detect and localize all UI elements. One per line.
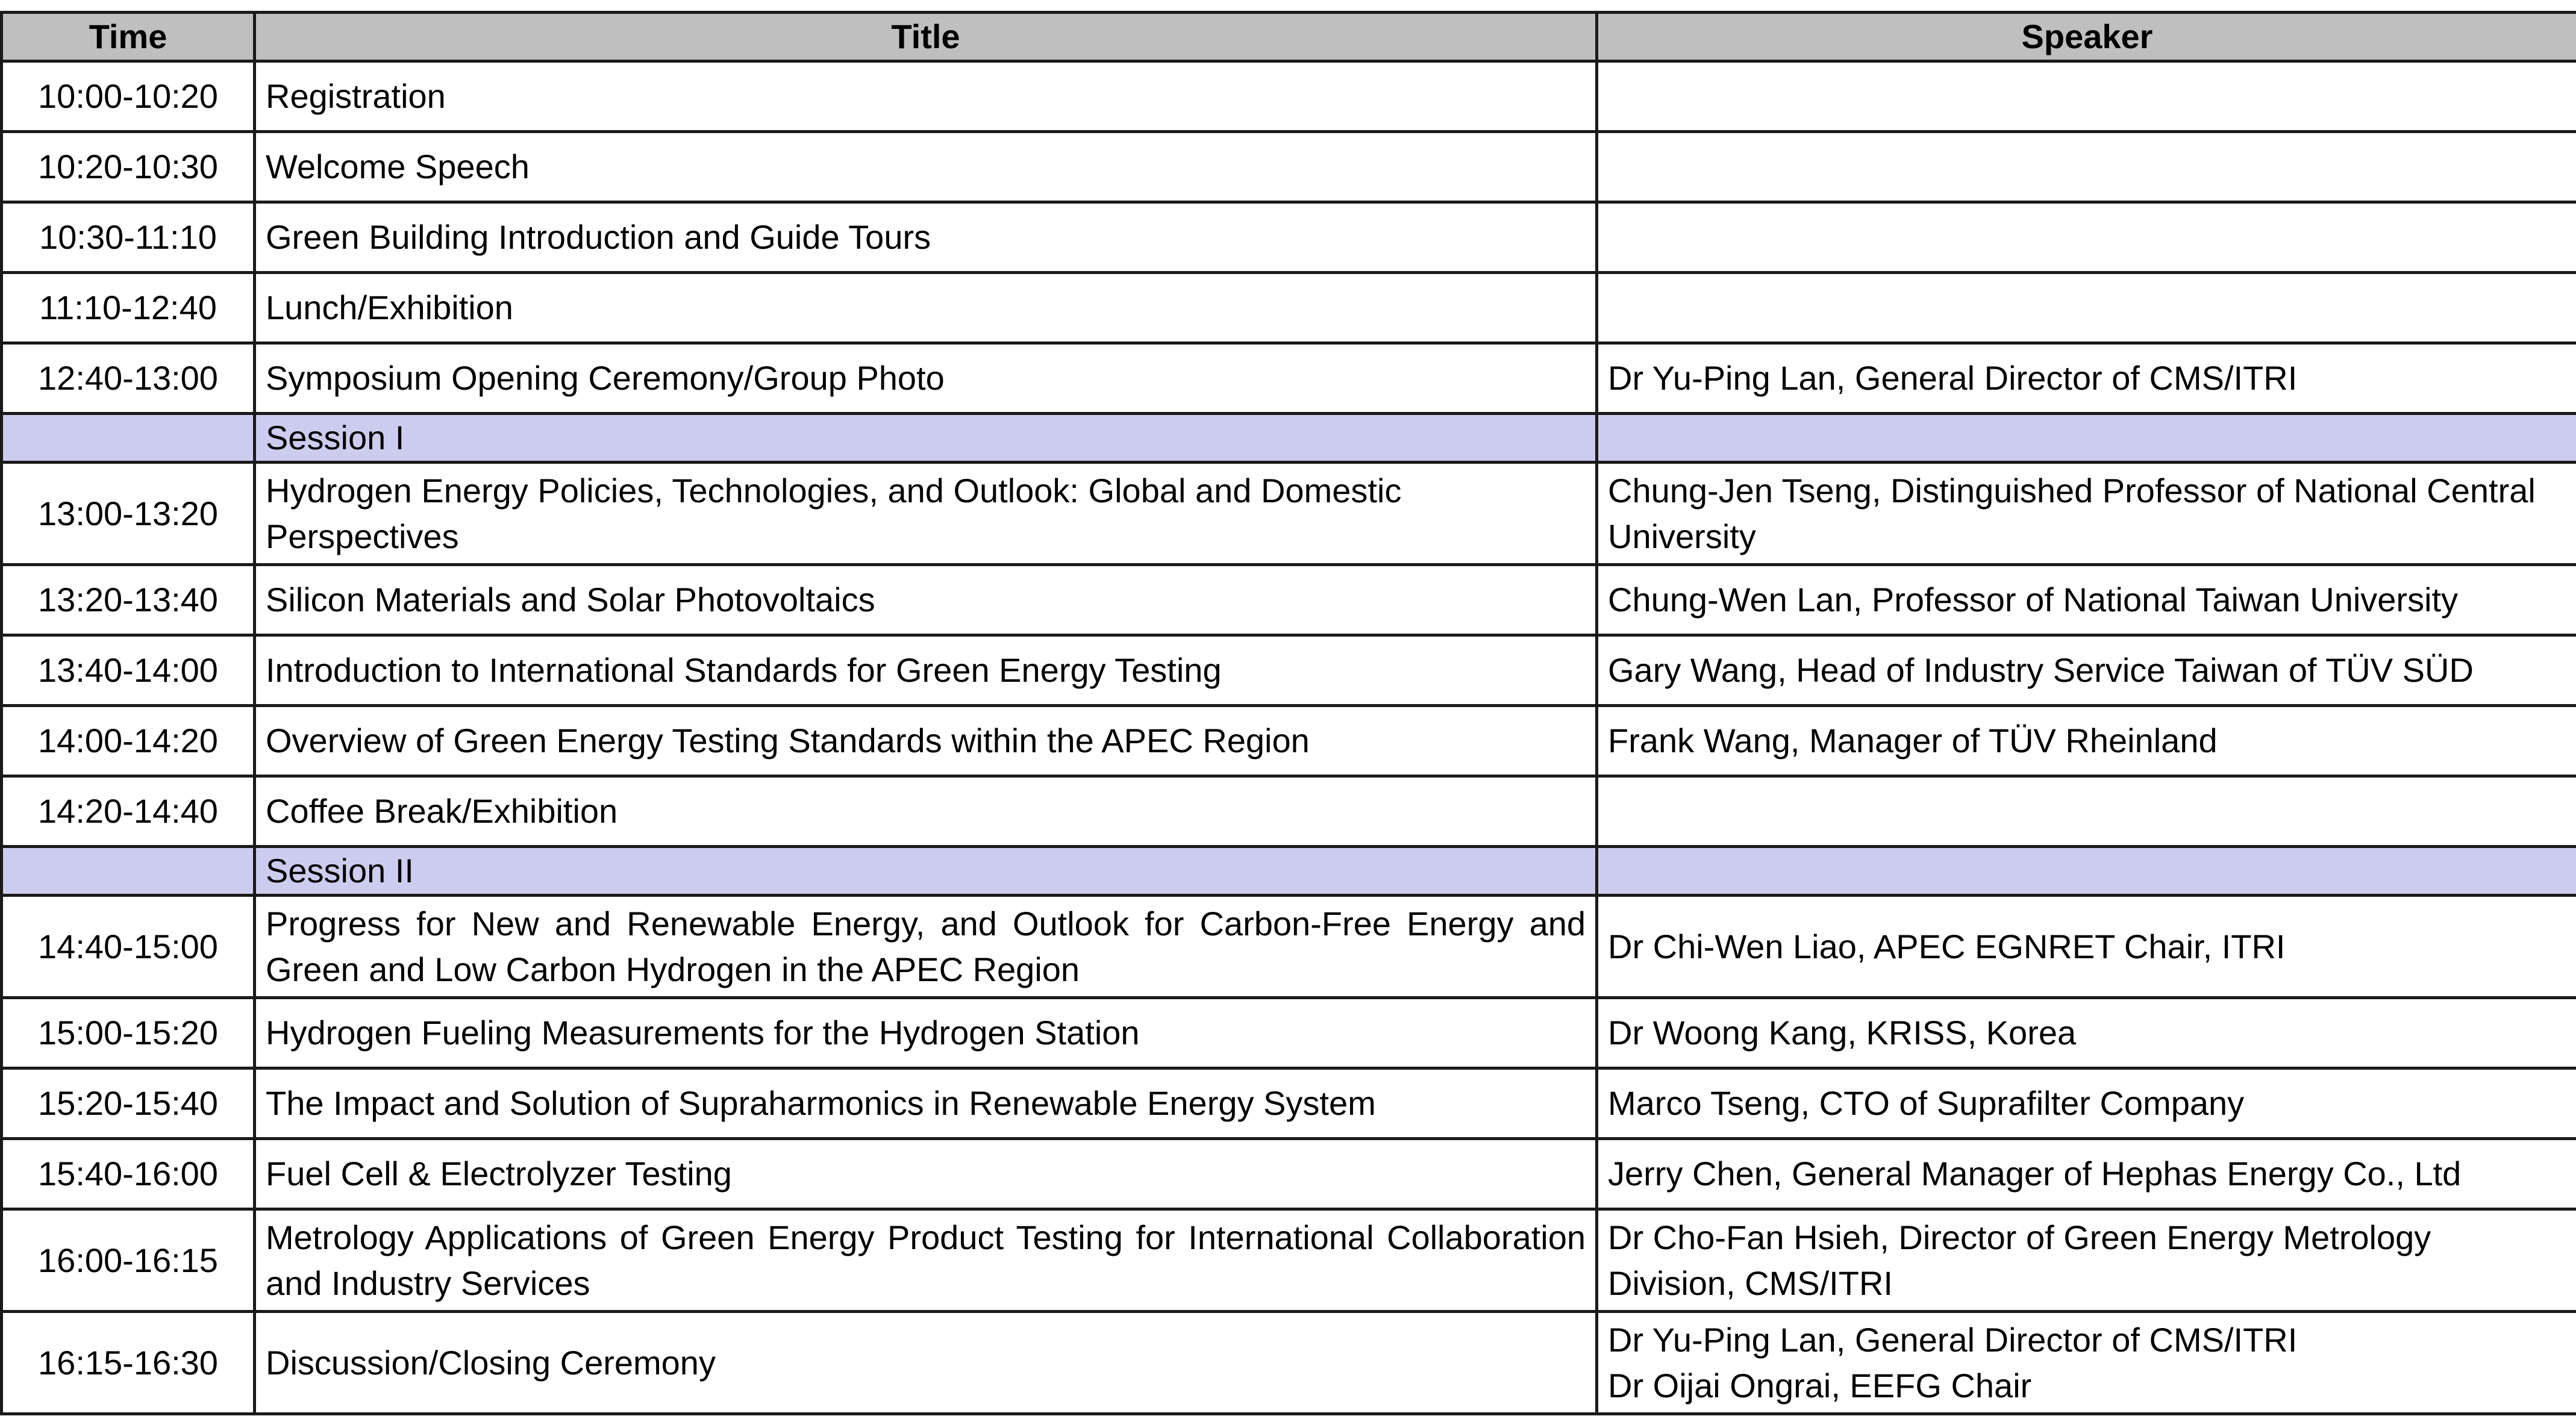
time-cell: 15:00-15:20	[2, 998, 255, 1068]
table-row	[2, 343, 2576, 414]
table-row	[2, 1209, 2576, 1312]
speaker-cell	[1597, 202, 2576, 273]
speaker-cell	[1597, 273, 2576, 343]
time-cell: 14:40-15:00	[2, 896, 255, 998]
table-row	[2, 998, 2576, 1068]
session-row	[2, 414, 2576, 463]
header-row	[2, 13, 2576, 61]
session-speaker-cell	[1597, 847, 2576, 896]
time-cell: 10:30-11:10	[2, 202, 255, 273]
session-label: Session II	[255, 847, 1597, 896]
table-row	[2, 61, 2576, 132]
speaker-cell	[1597, 132, 2576, 202]
title-cell: Progress for New and Renewable Energy, and Outlook for Carbon-Free Energy and Green and Low Carbon Hydrogen in the APEC Region	[255, 896, 1597, 998]
table-row	[2, 132, 2576, 202]
speaker-cell: Dr Chi-Wen Liao, APEC EGNRET Chair, ITRI	[1597, 896, 2576, 998]
table-row	[2, 202, 2576, 273]
time-cell: 15:20-15:40	[2, 1068, 255, 1139]
speaker-line: Dr Oijai Ongrai, EEFG Chair	[1608, 1366, 2032, 1405]
table-row	[2, 635, 2576, 706]
time-cell: 13:00-13:20	[2, 463, 255, 565]
column-header-speaker: Speaker	[1597, 13, 2576, 61]
column-header-time: Time	[2, 13, 255, 61]
title-cell: Registration	[255, 61, 1597, 132]
session-row	[2, 847, 2576, 896]
time-cell: 14:00-14:20	[2, 706, 255, 776]
speaker-cell: Gary Wang, Head of Industry Service Taiwan of TÜV SÜD	[1597, 635, 2576, 706]
title-cell: Hydrogen Fueling Measurements for the Hydrogen Station	[255, 998, 1597, 1068]
title-cell: Hydrogen Energy Policies, Technologies, and Outlook: Global and Domestic Perspectives	[255, 463, 1597, 565]
table-row	[2, 706, 2576, 776]
title-cell: Introduction to International Standards for Green Energy Testing	[255, 635, 1597, 706]
title-cell: Silicon Materials and Solar Photovoltaics	[255, 565, 1597, 635]
speaker-cell: Chung-Wen Lan, Professor of National Taiwan University	[1597, 565, 2576, 635]
speaker-cell: Chung-Jen Tseng, Distinguished Professor of National Central University	[1597, 463, 2576, 565]
title-cell: The Impact and Solution of Supraharmonics in Renewable Energy System	[255, 1068, 1597, 1139]
speaker-cell: Dr Woong Kang, KRISS, Korea	[1597, 998, 2576, 1068]
table-row	[2, 1139, 2576, 1209]
time-cell: 12:40-13:00	[2, 343, 255, 414]
table-row	[2, 1068, 2576, 1139]
time-cell: 15:40-16:00	[2, 1139, 255, 1209]
title-cell: Fuel Cell & Electrolyzer Testing	[255, 1139, 1597, 1209]
table-row	[2, 565, 2576, 635]
time-cell: 16:00-16:15	[2, 1209, 255, 1312]
title-cell: Welcome Speech	[255, 132, 1597, 202]
title-cell: Lunch/Exhibition	[255, 273, 1597, 343]
speaker-cell: Dr Yu-Ping Lan, General Director of CMS/ITRI	[1597, 343, 2576, 414]
time-cell: 11:10-12:40	[2, 273, 255, 343]
session-time-cell	[2, 847, 255, 896]
agenda-table	[0, 11, 2576, 1415]
column-header-title: Title	[255, 13, 1597, 61]
title-cell: Discussion/Closing Ceremony	[255, 1312, 1597, 1414]
speaker-cell: Dr Cho-Fan Hsieh, Director of Green Energy Metrology Division, CMS/ITRI	[1597, 1209, 2576, 1312]
table-row	[2, 896, 2576, 998]
speaker-cell: Marco Tseng, CTO of Suprafilter Company	[1597, 1068, 2576, 1139]
title-cell: Overview of Green Energy Testing Standards within the APEC Region	[255, 706, 1597, 776]
title-cell: Coffee Break/Exhibition	[255, 776, 1597, 847]
session-label: Session I	[255, 414, 1597, 463]
speaker-cell	[1597, 61, 2576, 132]
session-speaker-cell	[1597, 414, 2576, 463]
session-time-cell	[2, 414, 255, 463]
table-row	[2, 463, 2576, 565]
time-cell: 13:20-13:40	[2, 565, 255, 635]
speaker-cell	[1597, 776, 2576, 847]
speaker-line: Dr Yu-Ping Lan, General Director of CMS/ITRI	[1608, 1320, 2298, 1359]
table-row	[2, 776, 2576, 847]
time-cell: 13:40-14:00	[2, 635, 255, 706]
time-cell: 16:15-16:30	[2, 1312, 255, 1414]
speaker-cell: Jerry Chen, General Manager of Hephas Energy Co., Ltd	[1597, 1139, 2576, 1209]
title-cell: Symposium Opening Ceremony/Group Photo	[255, 343, 1597, 414]
speaker-cell	[1597, 1312, 2576, 1414]
time-cell: 10:20-10:30	[2, 132, 255, 202]
speaker-cell: Frank Wang, Manager of TÜV Rheinland	[1597, 706, 2576, 776]
time-cell: 10:00-10:20	[2, 61, 255, 132]
title-cell: Green Building Introduction and Guide Tours	[255, 202, 1597, 273]
time-cell: 14:20-14:40	[2, 776, 255, 847]
table-row	[2, 1312, 2576, 1414]
title-cell: Metrology Applications of Green Energy Product Testing for International Collaboration and Industry Services	[255, 1209, 1597, 1312]
table-row	[2, 273, 2576, 343]
